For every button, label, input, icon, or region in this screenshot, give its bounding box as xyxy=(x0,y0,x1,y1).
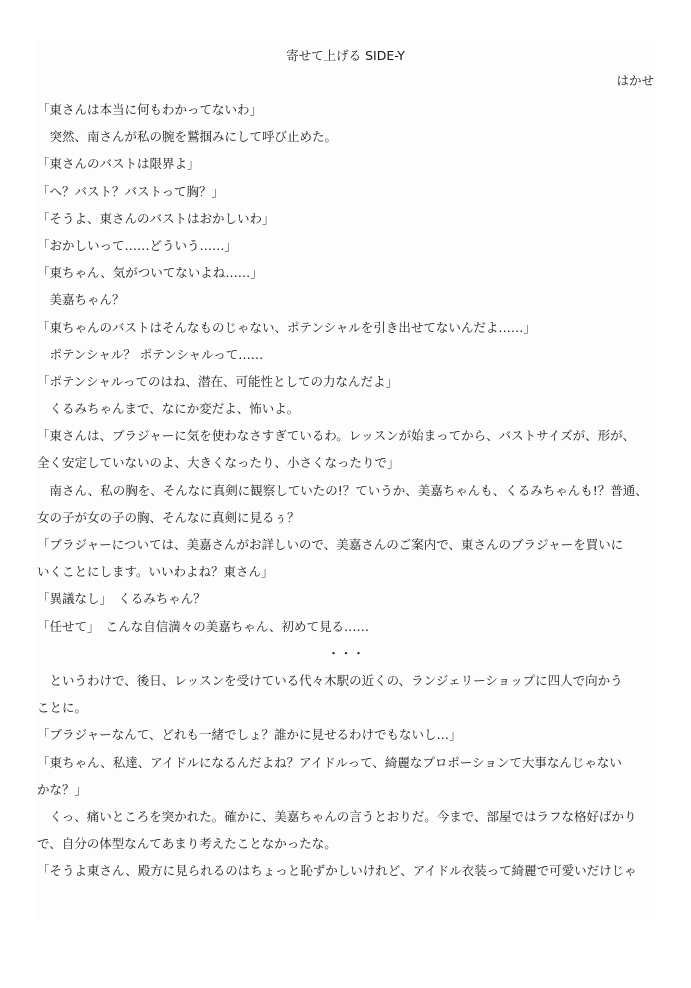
text-line: いくことにします。いいわよね？東さん」 xyxy=(37,564,274,580)
text-line: 「ポテンシャルってのはね、潜在、可能性としての力なんだよ」 xyxy=(37,373,398,389)
text-line: くるみちゃんまで、なにか変だよ、怖いよ。 xyxy=(37,401,300,417)
text-line: 女の子が女の子の胸、そんなに真剣に見るぅ？ xyxy=(37,509,300,525)
text-line: 「東ちゃんのバストはそんなものじゃない、ポテンシャルを引き出せてないんだよ……」 xyxy=(37,319,536,335)
text-line: 「そうよ、東さんのバストはおかしいわ」 xyxy=(37,210,275,226)
text-line: ことに。 xyxy=(37,700,88,716)
section-break: ・・・ xyxy=(327,645,365,661)
text-line: 「ブラジャーについては、美嘉さんがお詳しいので、美嘉さんのご案内で、東さんのブラジャーを買いに xyxy=(37,537,624,552)
text-line: 全く安定していないのよ、大きくなったり、小さくなったりで」 xyxy=(37,455,400,471)
text-line: というわけで、後日、レッスンを受けている代々木駅の近くの、ランジェリーショップに四人で向かう xyxy=(37,672,623,688)
text-line: 南さん、私の胸を、そんなに真剣に観察していたの!？ていうか、美嘉ちゃんも、くるみちゃんも!？普通、 xyxy=(37,482,648,498)
text-line: 「東さんは本当に何もわかってないわ」 xyxy=(37,102,263,117)
text-line: 「東ちゃん、私達、アイドルになるんだよね？アイドルって、綺麗なプロポーションて大事なんじゃない xyxy=(37,754,622,770)
text-line: 「任せて」 こんな自信満々の美嘉ちゃん、初めて見る…… xyxy=(37,618,370,634)
text-line: 「東ちゃん、気がついてないよね……」 xyxy=(37,265,263,281)
document-title: 寄せて上げる SIDE-Y xyxy=(286,48,405,63)
text-line: ポテンシャル？ ポテンシャルって…… xyxy=(37,346,264,362)
document-body xyxy=(37,99,655,887)
text-line: 「東さんのバストは限界よ」 xyxy=(37,156,200,172)
document-author: はかせ xyxy=(616,73,654,88)
text-line: 突然、南さんが私の腕を鷲掴みにして呼び止めた。 xyxy=(37,129,338,145)
text-line: 「異議なし」 くるみちゃん？ xyxy=(37,591,206,607)
text-line: 「ブラジャーなんて、どれも一緒でしょ？誰かに見せるわけでもないし…」 xyxy=(37,727,462,743)
text-line: 「へ？バスト？バストって胸？」 xyxy=(37,183,225,199)
text-line: で、自分の体型なんてあまり考えたことなかったな。 xyxy=(37,836,337,852)
text-line: くっ、痛いところを突かれた。確かに、美嘉ちゃんの言うとおりだ。今まで、部屋ではラフな格好ばかり xyxy=(37,808,637,824)
text-line: 美嘉ちゃん？ xyxy=(37,292,125,308)
text-line: 「そうよ東さん、殿方に見られるのはちょっと恥ずかしいけれど、アイドル衣装って綺麗で可愛いだけじゃ xyxy=(37,863,637,879)
text-line: かな？」 xyxy=(37,781,88,797)
text-line: 「おかしいって……どういう……」 xyxy=(37,237,238,253)
text-line: 「東さんは、ブラジャーに気を使わなさすぎているわ。レッスンが始まってから、バストサイズが、形が、 xyxy=(37,428,636,444)
